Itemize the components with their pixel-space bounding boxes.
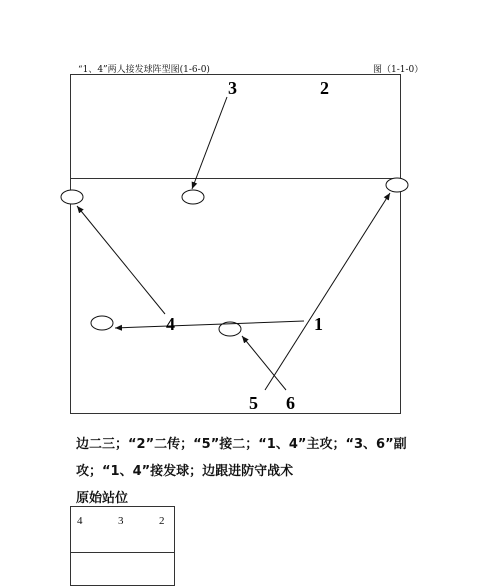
original-position-title: 原始站位	[76, 491, 129, 506]
arrow-6-to-center-back	[242, 336, 286, 390]
original-position-cell: 2	[159, 515, 165, 527]
player-label-3: 3	[228, 78, 237, 98]
arrow-1-to-left-back	[115, 321, 304, 328]
position-marker-left-back	[91, 316, 113, 330]
position-marker-center-net	[182, 190, 204, 204]
table-divider	[71, 552, 174, 553]
position-marker-left-net	[61, 190, 83, 204]
arrow-4-to-left-net	[77, 206, 165, 314]
player-label-5: 5	[249, 393, 258, 413]
figure-title: “1、4”两人接发球阵型图(1-6-0)	[78, 65, 210, 75]
original-position-table	[70, 506, 175, 586]
player-label-6: 6	[286, 393, 295, 413]
position-marker-right-net	[386, 178, 408, 192]
figure-id: 图（1-1-0）	[373, 65, 424, 75]
arrow-5-to-right-net	[265, 193, 390, 390]
tactic-description-line2: 攻；“1、4”接发球；边跟进防守战术	[76, 464, 294, 479]
player-label-1: 1	[314, 314, 323, 334]
tactic-description-line1: 边二三；“2”二传；“5”接二；“1、4”主攻；“3、6”副	[76, 437, 407, 452]
arrow-3-to-net	[192, 97, 227, 189]
original-position-cell: 3	[118, 515, 124, 527]
original-position-cell: 4	[77, 515, 83, 527]
player-label-4: 4	[166, 314, 175, 334]
court-boundary	[71, 75, 401, 414]
player-label-2: 2	[320, 78, 329, 98]
